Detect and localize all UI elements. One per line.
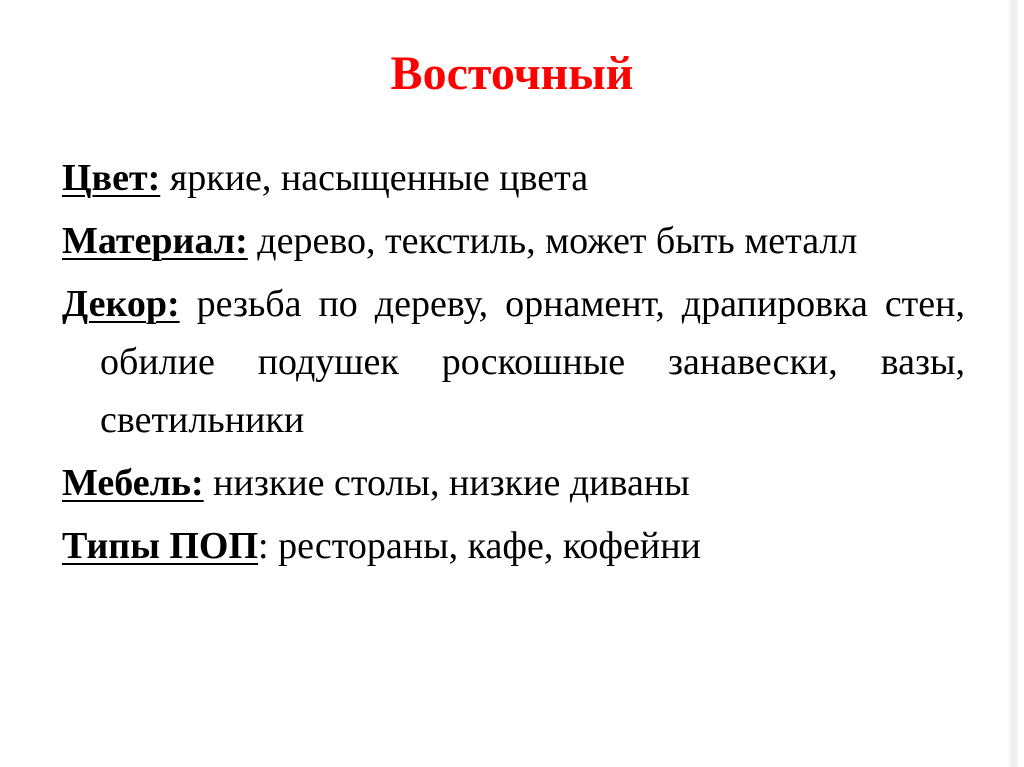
- item-decor: [62, 275, 965, 449]
- item-material: [62, 212, 965, 270]
- item-color-text: яркие, насыщенные цвета: [160, 157, 589, 199]
- item-venue-types: [62, 517, 965, 575]
- item-venue-types-separator: :: [258, 525, 269, 567]
- slide-body: [62, 149, 965, 580]
- slide-edge-shadow: [1008, 0, 1018, 767]
- slide-title: Восточный: [390, 47, 634, 100]
- item-furniture-term: Мебель:: [62, 462, 204, 504]
- item-venue-types-text: рестораны, кафе, кофейни: [268, 525, 701, 567]
- item-venue-types-term: Типы ПОП: [62, 525, 259, 567]
- item-furniture: [62, 454, 965, 512]
- item-material-term: Материал:: [62, 220, 248, 262]
- item-decor-text: резьба по дереву, орнамент, драпировка стен, обилие подушек роскошные занавески, вазы, светильники: [100, 283, 965, 441]
- item-color-term: Цвет:: [62, 157, 161, 199]
- item-material-text: дерево, текстиль, может быть металл: [247, 220, 858, 262]
- item-color: [62, 149, 965, 207]
- item-decor-term: Декор:: [62, 283, 180, 325]
- item-furniture-text: низкие столы, низкие диваны: [203, 462, 690, 504]
